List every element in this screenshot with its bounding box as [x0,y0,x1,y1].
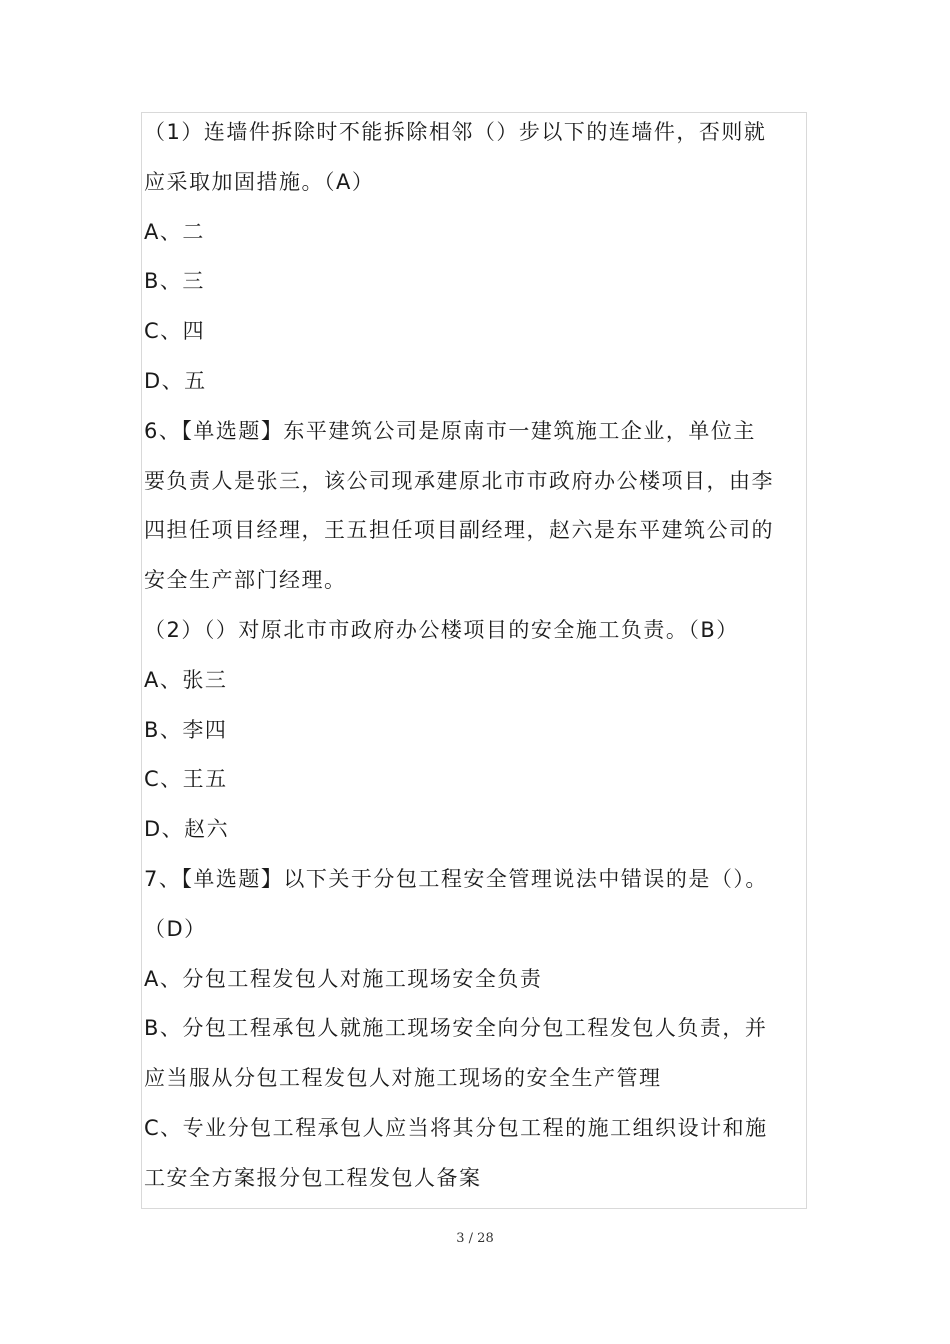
option-line: A、张三 [144,667,228,692]
option-line: B、李四 [144,717,228,742]
text-line: 应采取加固措施。（A） [144,169,375,194]
text-line: 工安全方案报分包工程发包人备案 [144,1165,482,1190]
question-line: 7、【单选题】以下关于分包工程安全管理说法中错误的是（）。 [144,866,768,891]
text-line: 应当服从分包工程发包人对施工现场的安全生产管理 [144,1066,662,1091]
page-number: 3 / 28 [456,1231,494,1246]
text-line: 四担任项目经理，王五担任项目副经理，赵六是东平建筑公司的 [144,518,774,543]
option-line: B、分包工程承包人就施工现场安全向分包工程发包人负责，并 [144,1016,768,1041]
option-line: D、五 [144,368,207,393]
option-line: A、分包工程发包人对施工现场安全负责 [144,966,543,991]
document-body [144,108,808,1204]
option-line: A、二 [144,219,205,244]
text-line: （1）连墙件拆除时不能拆除相邻（）步以下的连墙件，否则就 [144,120,767,144]
option-line: B、三 [144,269,205,294]
option-line: D、赵六 [144,817,230,842]
text-line: （D） [144,916,207,941]
text-line: 要负责人是张三，该公司现承建原北市市政府办公楼项目，由李 [144,468,774,493]
option-line: C、王五 [144,767,228,792]
option-line: C、四 [144,319,206,344]
question-line: 6、【单选题】东平建筑公司是原南市一建筑施工企业，单位主 [144,418,756,443]
text-line: （2）（）对原北市市政府办公楼项目的安全施工负责。（B） [144,617,739,642]
option-line: C、专业分包工程承包人应当将其分包工程的施工组织设计和施 [144,1115,768,1140]
text-line: 安全生产部门经理。 [144,568,347,593]
